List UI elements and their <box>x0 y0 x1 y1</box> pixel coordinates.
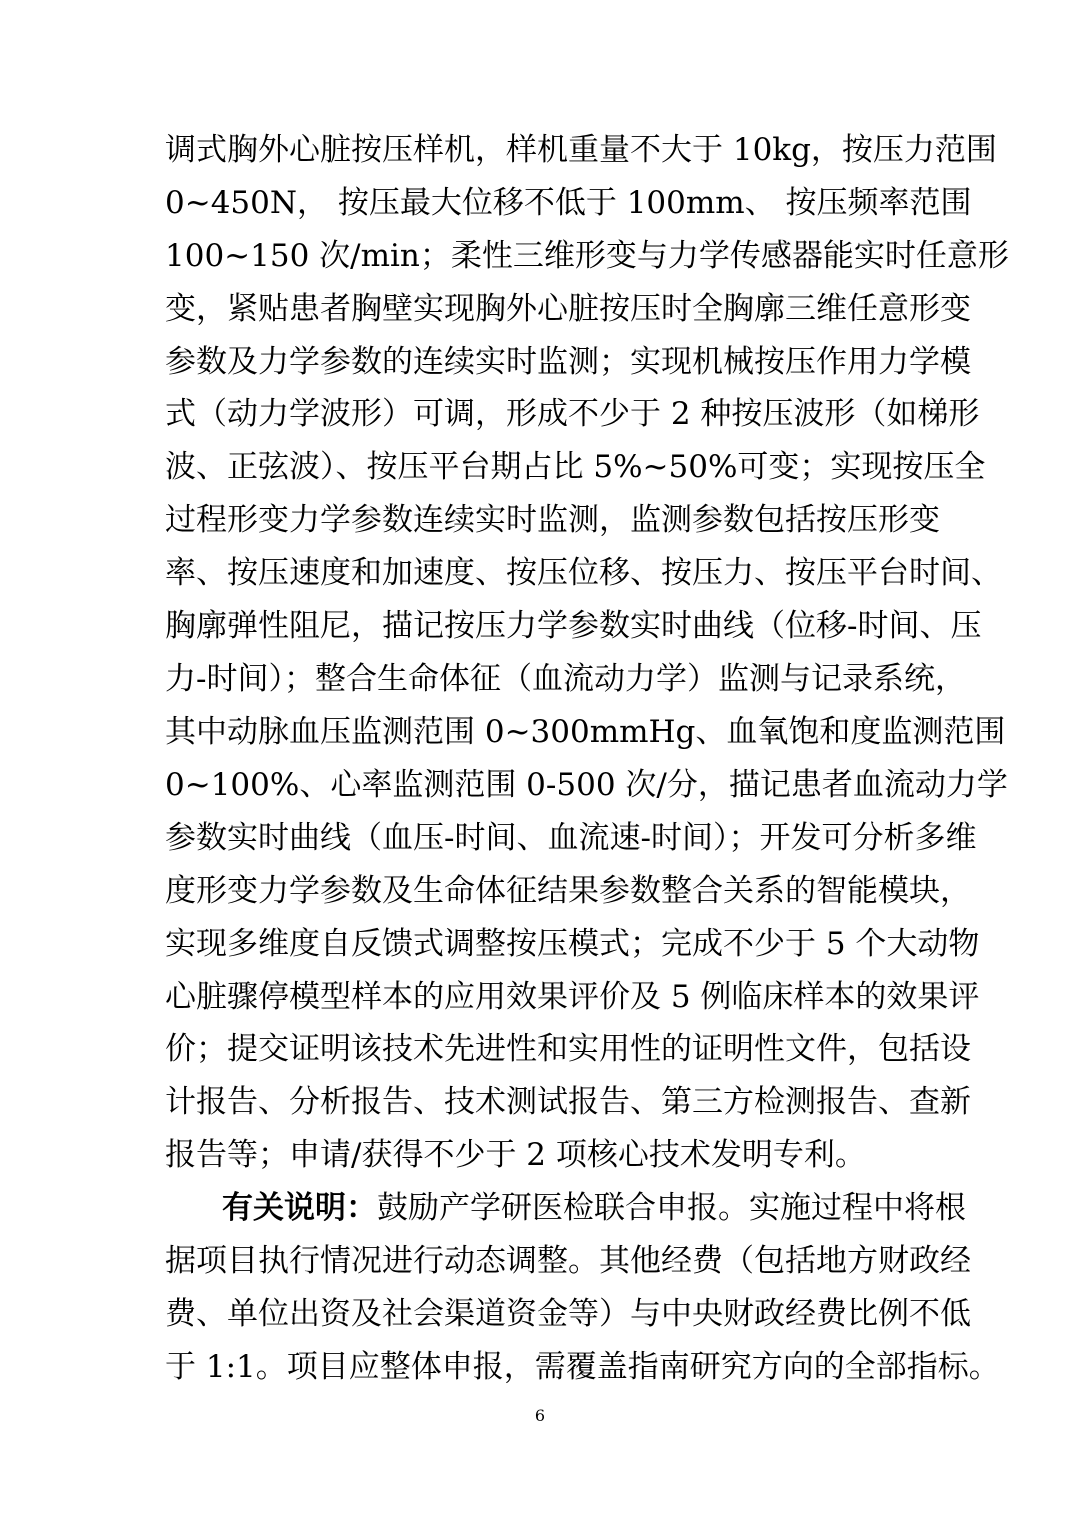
body-line: 价；提交证明该技术先进性和实用性的证明性文件，包括设 <box>165 1031 971 1067</box>
body-line: 0~100%、心率监测范围 0-500 次/分，描记患者血流动力学 <box>165 767 1008 803</box>
body-line: 心脏骤停模型样本的应用效果评价及 5 例临床样本的效果评 <box>165 979 980 1015</box>
body-line: 式（动力学波形）可调，形成不少于 2 种按压波形（如梯形 <box>165 396 980 432</box>
body-line: 计报告、分析报告、技术测试报告、第三方检测报告、查新 <box>165 1084 971 1120</box>
body-line: 力-时间）；整合生命体征（血流动力学）监测与记录系统， <box>165 661 966 697</box>
body-line: 0~450N， 按压最大位移不低于 100mm、 按压频率范围 <box>165 185 972 221</box>
body-line: 胸廓弹性阻尼，描记按压力学参数实时曲线（位移-时间、压 <box>165 608 982 644</box>
body-line: 参数及力学参数的连续实时监测；实现机械按压作用力学模 <box>165 344 971 380</box>
body-line: 100~150 次/min；柔性三维形变与力学传感器能实时任意形 <box>165 238 1009 274</box>
body-line: 率、按压速度和加速度、按压位移、按压力、按压平台时间、 <box>165 555 1002 591</box>
note-first-line <box>222 1180 966 1236</box>
body-line: 过程形变力学参数连续实时监测，监测参数包括按压形变 <box>165 502 940 538</box>
page-number: 6 <box>534 1406 546 1425</box>
note-line: 费、单位出资及社会渠道资金等）与中央财政经费比例不低 <box>165 1296 971 1332</box>
body-line: 其中动脉血压监测范围 0~300mmHg、血氧饱和度监测范围 <box>165 714 1006 750</box>
body-line: 度形变力学参数及生命体征结果参数整合关系的智能模块， <box>165 873 971 909</box>
note-first-line-text: 鼓励产学研医检联合申报。实施过程中将根 <box>377 1190 966 1226</box>
body-line: 波、正弦波）、按压平台期占比 5%~50%可变；实现按压全 <box>165 449 986 485</box>
body-line: 变，紧贴患者胸壁实现胸外心脏按压时全胸廓三维任意形变 <box>165 291 971 327</box>
note-line: 据项目执行情况进行动态调整。其他经费（包括地方财政经 <box>165 1243 971 1279</box>
body-line: 实现多维度自反馈式调整按压模式；完成不少于 5 个大动物 <box>165 926 980 962</box>
note-label: 有关说明： <box>222 1190 377 1226</box>
body-line: 调式胸外心脏按压样机，样机重量不大于 10kg，按压力范围 <box>165 132 997 168</box>
body-line: 报告等；申请/获得不少于 2 项核心技术发明专利。 <box>165 1137 866 1173</box>
note-line: 于 1:1。项目应整体申报，需覆盖指南研究方向的全部指标。 <box>165 1349 1000 1385</box>
body-line: 参数实时曲线（血压-时间、血流速-时间）；开发可分析多维 <box>165 820 977 856</box>
